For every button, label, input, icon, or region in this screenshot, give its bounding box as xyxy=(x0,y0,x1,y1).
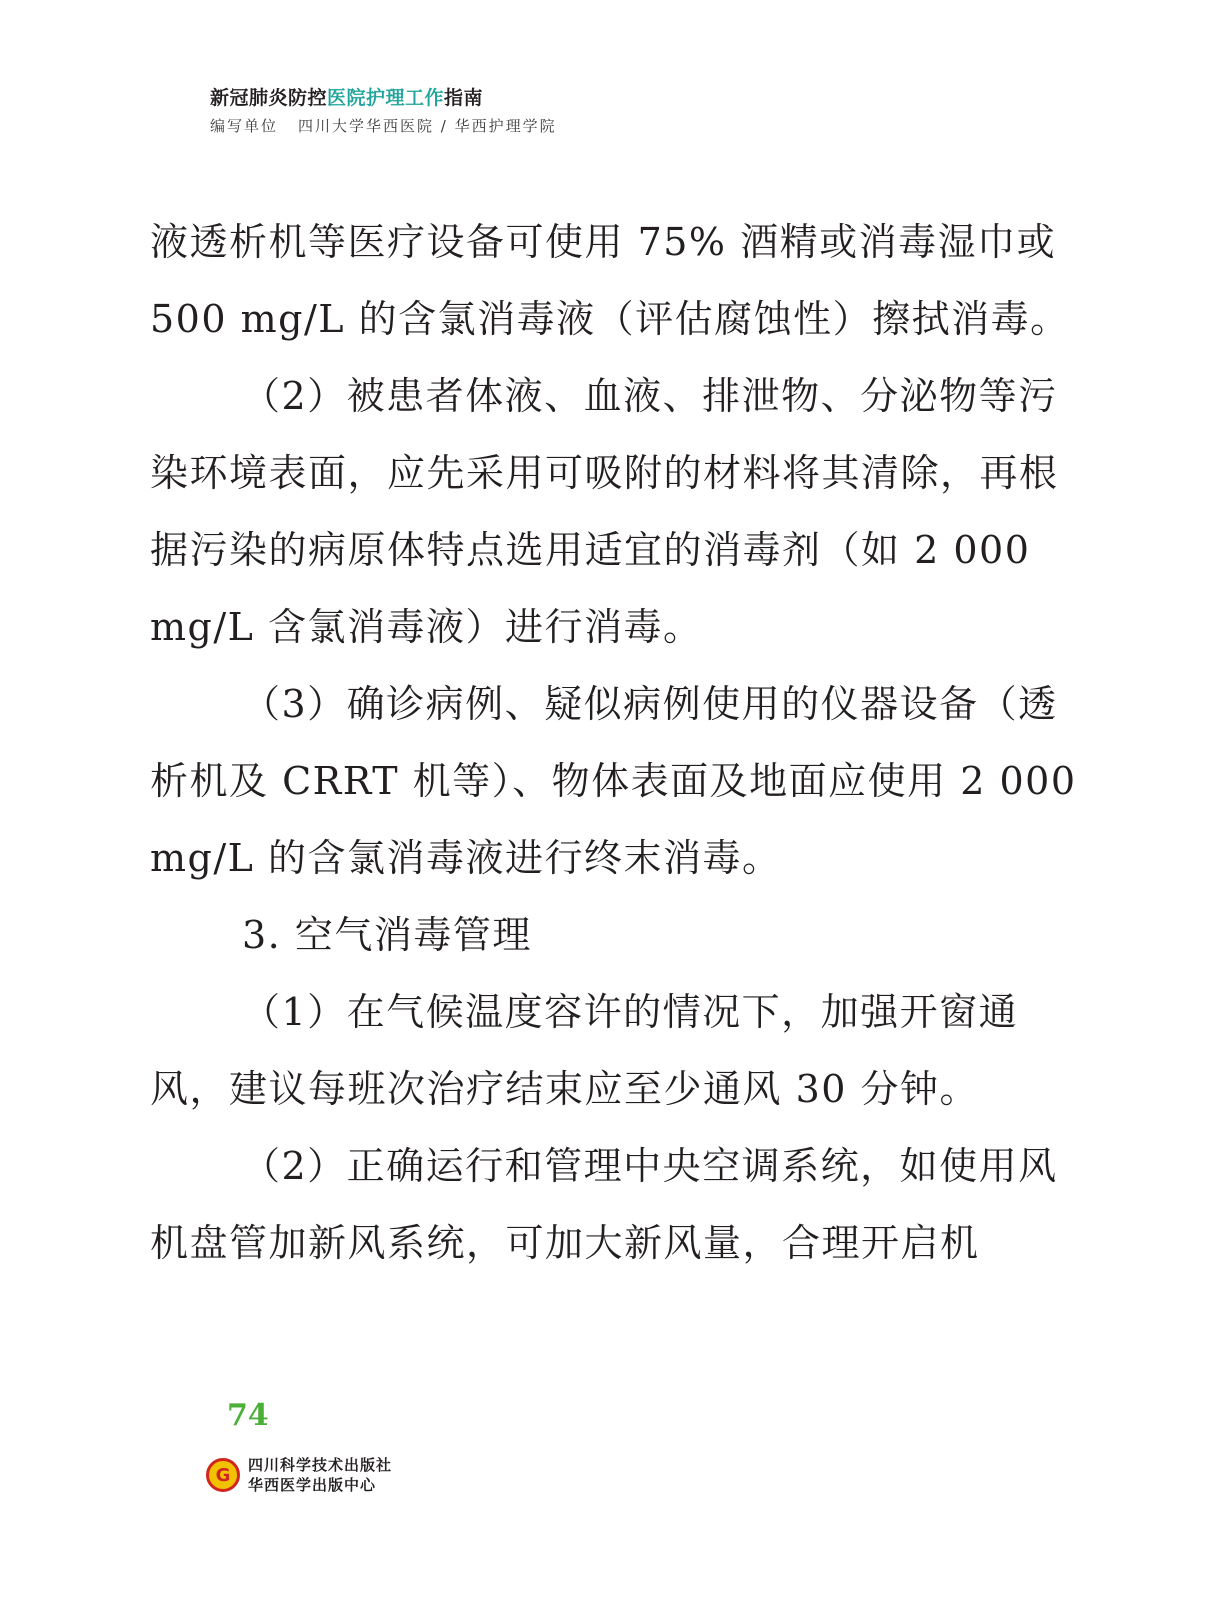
publisher-names xyxy=(248,1455,392,1495)
paragraph-1: 液透析机等医疗设备可使用 75% 酒精或消毒湿巾或 500 mg/L 的含氯消毒液（评估腐蚀性）擦拭消毒。 xyxy=(150,220,1070,341)
publisher-logo-icon xyxy=(206,1458,240,1492)
book-title-part1: 新冠肺炎防控 xyxy=(210,87,328,109)
page-number: 74 xyxy=(227,1398,269,1433)
book-title-accent: 医院护理工作 xyxy=(327,87,445,109)
book-title-part2: 指南 xyxy=(444,87,484,109)
body-text xyxy=(150,204,1090,1282)
publisher-line-1: 四川科学技术出版社 xyxy=(248,1456,393,1474)
paragraph-5: （1）在气候温度容许的情况下，加强开窗通风，建议每班次治疗结束应至少通风 30 分钟。 xyxy=(150,990,1019,1111)
book-title xyxy=(210,86,557,110)
publisher-block xyxy=(206,1455,392,1495)
paragraph-2: （2）被患者体液、血液、排泄物、分泌物等污染环境表面，应先采用可吸附的材料将其清除，再根据污染的病原体特点选用适宜的消毒剂（如 2 000 mg/L 含氯消毒液）进行消毒。 xyxy=(150,374,1059,649)
editor-line xyxy=(210,116,557,136)
publisher-line-2: 华西医学出版中心 xyxy=(248,1476,377,1494)
running-header xyxy=(210,86,557,136)
paragraph-6: （2）正确运行和管理中央空调系统，如使用风机盘管加新风系统，可加大新风量，合理开启机 xyxy=(150,1144,1058,1265)
logo-glyph: G xyxy=(215,1464,231,1486)
editor-label: 编写单位 xyxy=(210,117,279,135)
section-heading-air-disinfection: 3. 空气消毒管理 xyxy=(242,913,532,957)
editor-org: 四川大学华西医院 / 华西护理学院 xyxy=(298,117,557,135)
paragraph-3: （3）确诊病例、疑似病例使用的仪器设备（透析机及 CRRT 机等）、物体表面及地面应使用 2 000 mg/L 的含氯消毒液进行终末消毒。 xyxy=(150,682,1077,880)
